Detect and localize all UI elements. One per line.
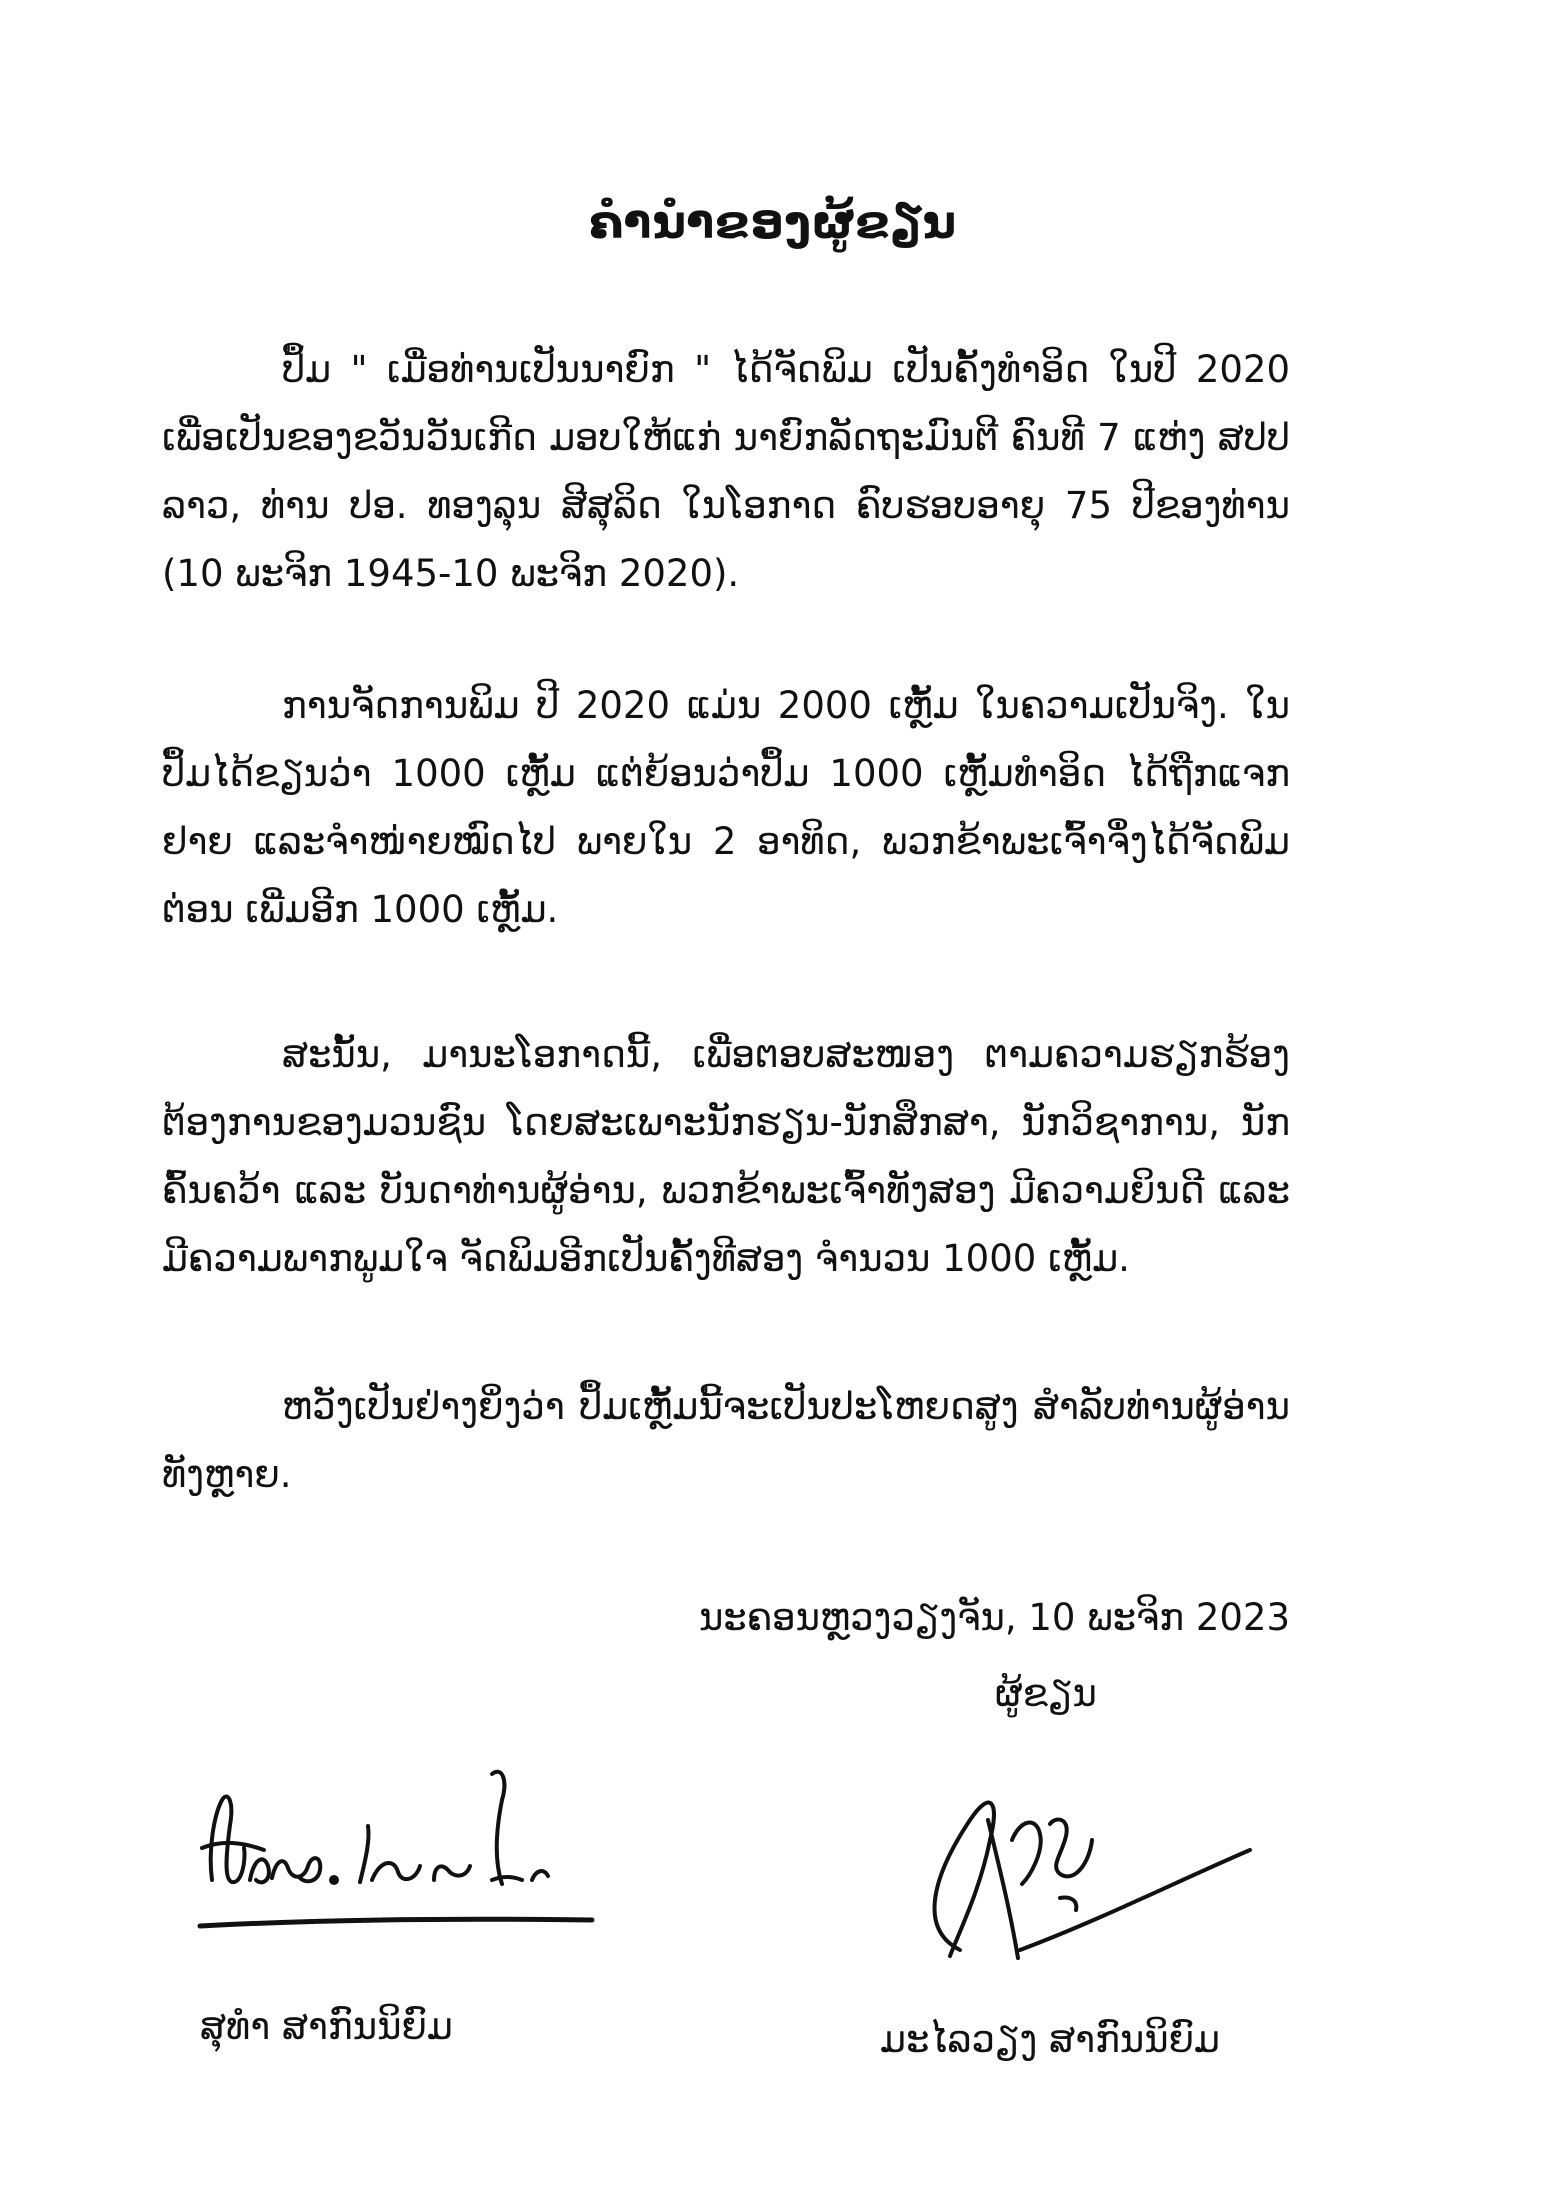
paragraph-4: ຫວັງເປັນຢ່າງຍິ່ງວ່າ ປຶ້ມເຫຼັ້ມນີ້ຈະເປັນປະໂຫຍດສູງ ສຳລັບທ່ານຜູ້ອ່ານທັງຫຼາຍ. (162, 1385, 1290, 1496)
signer-right-name: ມະໄລວຽງ ສາກົນນິຍົມ (880, 2018, 1221, 2061)
author-label: ຜູ້ຂຽນ (995, 1672, 1097, 1715)
paragraph-1: ປຶ້ມ " ເມື່ອທ່ານເປັນນາຍົກ " ໄດ້ຈັດພິມ ເປັນຄັ້ງທຳອິດ ໃນປີ 2020 ເພື່ອເປັນຂອງຂວັນວັນເກີດ ມອບໃຫ້ແກ່ ນາຍົກລັດຖະມົນຕີ ຄົນທີ 7 ແຫ່ງ ສປປ ລາວ, ທ່ານ ປອ. ທອງລຸນ ສີສຸລິດ ໃນໂອກາດ ຄົບຮອບອາຍຸ 75 ປີຂອງທ່ານ (10 ພະຈິກ 1945-10 ພະຈິກ 2020). (162, 348, 1290, 595)
signer-left-name: ສຸທຳ ສາກົນນິຍົມ (200, 2005, 453, 2048)
left-signature (172, 1730, 612, 1960)
document-title: ຄຳນຳຂອງຜູ້ຂຽນ (588, 195, 958, 249)
right-signature (900, 1780, 1260, 1980)
paragraph-3: ສະນັ້ນ, ມານະໂອກາດນີ້, ເພື່ອຕອບສະໜອງ ຕາມຄວາມຮຽກຮ້ອງຕ້ອງການຂອງມວນຊົນ ໂດຍສະເພາະນັກຮຽນ-ນັກສຶກສາ, ນັກວິຊາການ, ນັກຄົ້ນຄວ້າ ແລະ ບັນດາທ່ານຜູ້ອ່ານ, ພວກຂ້າພະເຈົ້າທັງສອງ ມີຄວາມຍິນດີ ແລະ ມີຄວາມພາກພູມໃຈ ຈັດພິມອີກເປັນຄັ້ງທີສອງ ຈຳນວນ 1000 ເຫຼັ້ມ. (162, 1033, 1290, 1280)
place-and-date: ນະຄອນຫຼວງວຽງຈັນ, 10 ພະຈິກ 2023 (698, 1596, 1290, 1639)
paragraph-2: ການຈັດການພິມ ປີ 2020 ແມ່ນ 2000 ເຫຼັ້ມ ໃນຄວາມເປັນຈິງ. ໃນປຶ້ມໄດ້ຂຽນວ່າ 1000 ເຫຼັ້ມ ແຕ່ຍ້ອນວ່າປຶ້ມ 1000 ເຫຼັ້ມທຳອິດ ໄດ້ຖືກແຈກຢາຍ ແລະຈຳໜ່າຍໝົດໄປ ພາຍໃນ 2 ອາທິດ, ພວກຂ້າພະເຈົ້າຈຶ່ງໄດ້ຈັດພິມຕ່ອນ ເພີ່ມອີກ 1000 ເຫຼັ້ມ. (162, 684, 1290, 931)
